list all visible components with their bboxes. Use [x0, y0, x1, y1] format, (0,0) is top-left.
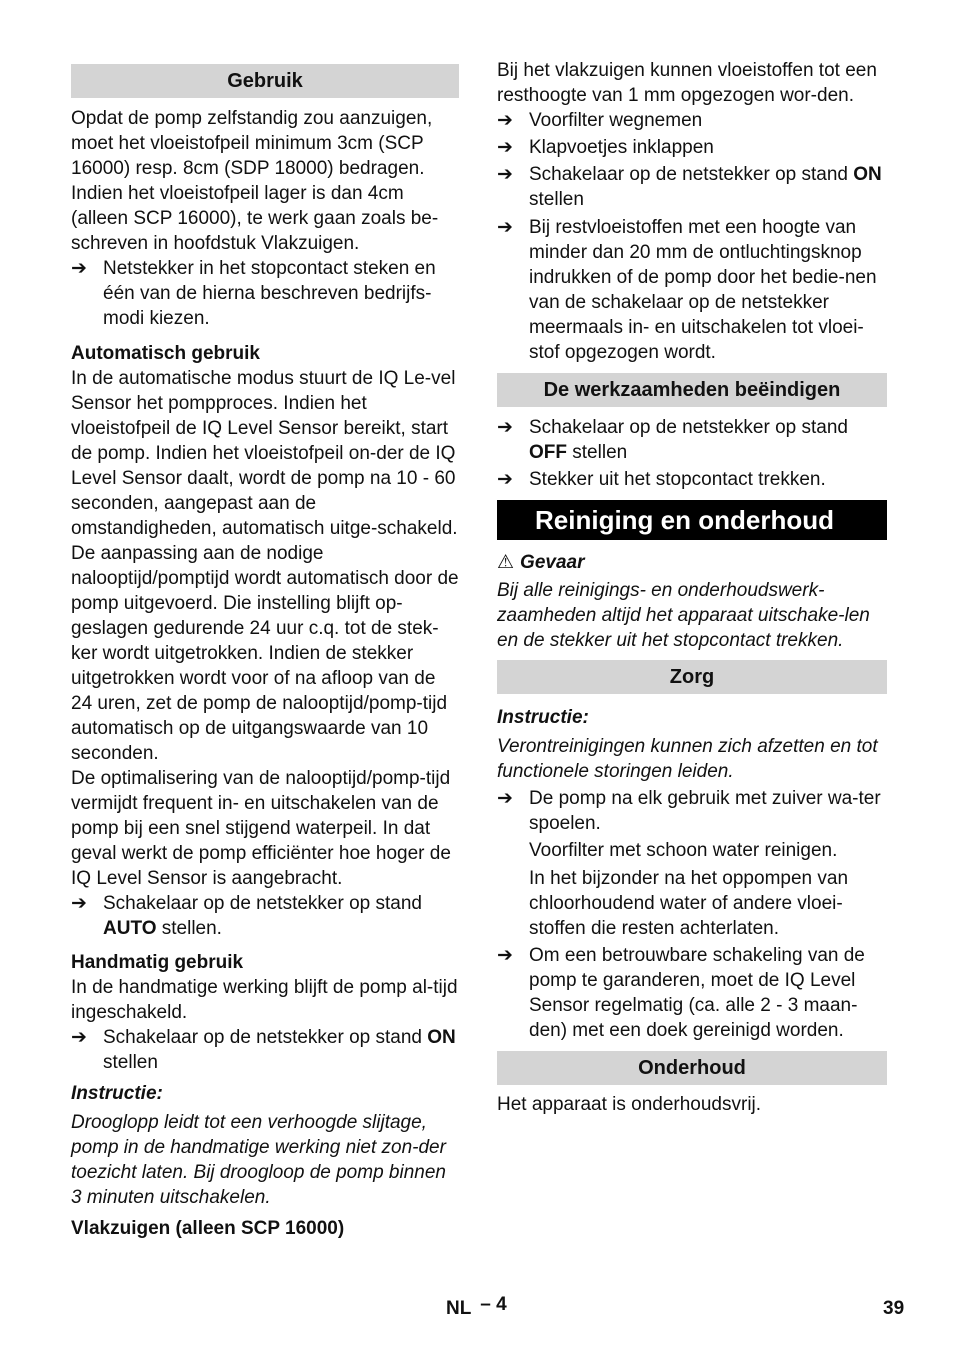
section-heading-zorg: Zorg	[497, 660, 887, 694]
subheading-automatic: Automatisch gebruik	[71, 343, 260, 364]
footer-language: NL – 4	[446, 1294, 507, 1319]
list-item: ➔ Netstekker in het stopcontact steken en één van de hierna beschreven bedrijfs-modi kiezen.	[71, 258, 436, 329]
intro-paragraph: Opdat de pomp zelfstandig zou aanzuigen, moet het vloeistofpeil minimum 3cm (SCP 16000) resp. 8cm (SDP 18000) bedragen. Indien het vloeistofpeil lager is dan 4cm (alleen SCP 16000), te werk gaan zoals be-schreven in hoofdstuk Vlakzuigen.	[71, 108, 439, 254]
list-item: ➔ Voorfilter wegnemen	[497, 110, 703, 131]
danger-label: ⚠ Gevaar	[497, 552, 585, 573]
right-column	[497, 58, 887, 1117]
auto-paragraph-2: De optimalisering van de nalooptijd/pomp-tijd vermijdt frequent in- en uitschakelen van de pomp bij een snel stijgend waterpeil. In dat geval werkt de pomp efficiënter hoe hoger de IQ Level Sensor is aangebracht.	[71, 768, 451, 889]
section-heading-gebruik: Gebruik	[71, 64, 459, 98]
subheading-manual: Handmatig gebruik	[71, 952, 244, 973]
instruction-label: Instructie:	[497, 707, 589, 728]
list-item: ➔ Bij restvloeistoffen met een hoogte van minder dan 20 mm de ontluchtingsknop indrukken of de pomp door het bedie-nen van de schakelaar op de netstekker meermaals in- en uitschakelen tot vloei-stof opgezogen wordt.	[497, 217, 877, 363]
arrow-right-icon: ➔	[71, 1027, 87, 1048]
care-note-1: Voorfilter met schoon water reinigen.	[529, 840, 838, 861]
list-item: ➔ Schakelaar op de netstekker op stand ON stellen	[71, 1027, 456, 1073]
list-item: ➔ Klapvoetjes inklappen	[497, 137, 714, 158]
arrow-right-icon: ➔	[497, 110, 513, 131]
care-note-2: In het bijzonder na het oppompen van chloorhoudend water of andere vloei-stoffen die resten achterlaten.	[529, 868, 849, 939]
arrow-right-icon: ➔	[497, 945, 513, 966]
section-heading-finish: De werkzaamheden beëindigen	[497, 373, 887, 407]
arrow-right-icon: ➔	[497, 788, 513, 809]
arrow-right-icon: ➔	[497, 469, 513, 490]
arrow-right-icon: ➔	[71, 258, 87, 279]
left-column	[71, 58, 459, 1241]
list-item: ➔ Stekker uit het stopcontact trekken.	[497, 469, 826, 490]
vlak-paragraph: Bij het vlakzuigen kunnen vloeistoffen tot een resthoogte van 1 mm opgezogen wor-den.	[497, 60, 877, 106]
arrow-right-icon: ➔	[497, 137, 513, 158]
danger-text: Bij alle reinigings- en onderhoudswerk-zaamheden altijd het apparaat uitschake-len en de stekker uit het stopcontact trekken.	[497, 580, 870, 651]
manual-paragraph: In de handmatige werking blijft de pomp al-tijd ingeschakeld.	[71, 977, 458, 1023]
maintenance-text: Het apparaat is onderhoudsvrij.	[497, 1094, 762, 1115]
main-section-heading: Reiniging en onderhoud	[497, 500, 887, 540]
instruction-label: Instructie:	[71, 1083, 163, 1104]
list-item: ➔ Schakelaar op de netstekker op stand OFF stellen	[497, 417, 848, 463]
subheading-vlakzuigen: Vlakzuigen (alleen SCP 16000)	[71, 1218, 345, 1239]
list-item: ➔ Schakelaar op de netstekker op stand AUTO stellen.	[71, 893, 422, 939]
section-heading-onderhoud: Onderhoud	[497, 1051, 887, 1085]
instruction-text: Drooglopp leidt tot een verhoogde slijtage, pomp in de handmatige werking niet zon-der toezicht laten. Bij droogloop de pomp binnen 3 minuten uitschakelen.	[71, 1112, 446, 1208]
auto-paragraph-1: In de automatische modus stuurt de IQ Le-vel Sensor het pompproces. Indien het vloeistofpeil de IQ Level Sensor bereikt, start de pomp. Indien het vloeistofpeil on-der de IQ Level Sensor daalt, wordt de pomp na 10 - 60 seconden, aangepast aan de omstandigheden, automatisch uitge-schakeld. De aanpassing aan de nodige nalooptijd/pomptijd wordt automatisch door de pomp uitgevoerd. Die instelling blijft op-geslagen gedurende 24 uur c.q. tot de stek-ker wordt uitgetrokken. Indien de stekker uitgetrokken wordt voor of na afloop van de 24 uren, zet de pomp de nalooptijd/pomp-tijd automatisch op de uitgangswaarde van 10 seconden.	[71, 368, 459, 764]
warning-triangle-icon: ⚠	[497, 552, 515, 573]
page-number: 39	[883, 1298, 905, 1319]
list-item: ➔ Schakelaar op de netstekker op stand ON stellen	[497, 164, 882, 210]
arrow-right-icon: ➔	[497, 164, 513, 185]
list-item: ➔ De pomp na elk gebruik met zuiver wa-ter spoelen.	[497, 788, 881, 834]
arrow-right-icon: ➔	[497, 417, 513, 438]
arrow-right-icon: ➔	[71, 893, 87, 914]
arrow-right-icon: ➔	[497, 217, 513, 238]
instruction-text: Verontreinigingen kunnen zich afzetten en tot functionele storingen leiden.	[497, 736, 878, 782]
list-item: ➔ Om een betrouwbare schakeling van de pomp te garanderen, moet de IQ Level Sensor regelmatig (ca. alle 2 - 3 maan-den) met een doek gereinigd worden.	[497, 945, 865, 1041]
